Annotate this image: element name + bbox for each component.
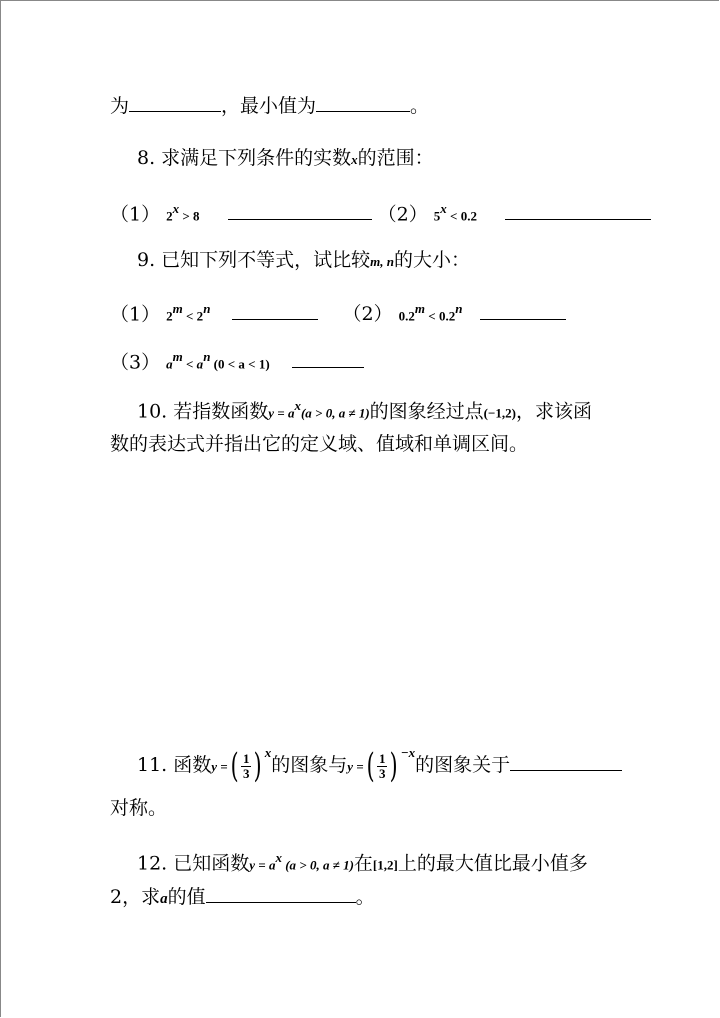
q9-part-3 — [110, 344, 364, 377]
math-exp: x — [264, 745, 272, 760]
part-label: （3） — [110, 351, 161, 374]
paren: ( — [230, 746, 239, 786]
answer-blank[interactable] — [206, 884, 356, 903]
paren: ( — [366, 746, 375, 786]
text: 对称。 — [110, 797, 168, 819]
math-exp: m — [414, 301, 426, 316]
math: 5 — [433, 208, 441, 224]
text: 12. 已知函数 — [137, 852, 250, 875]
fraction — [377, 752, 388, 781]
math: (a > 0, a ≠ 1) — [281, 857, 354, 873]
answer-blank[interactable] — [316, 93, 410, 112]
q11-line-2 — [110, 795, 167, 821]
math: (a > 0, a ≠ 1) — [300, 405, 370, 421]
part-label: （1） — [110, 203, 161, 226]
q8-parts — [110, 196, 651, 229]
math-exp: n — [203, 301, 211, 316]
math-exp: x — [294, 398, 301, 413]
paren: ) — [390, 746, 399, 786]
text: 为 — [110, 95, 130, 117]
math-exp: m — [172, 349, 183, 364]
q12-line-2 — [110, 884, 375, 912]
answer-blank[interactable] — [480, 301, 566, 320]
math-exp: n — [203, 349, 211, 364]
answer-blank[interactable] — [510, 752, 622, 771]
math: < 2 — [182, 308, 204, 324]
q9-title — [137, 247, 470, 275]
text: 8. 求满足下列条件的实数 — [137, 147, 352, 169]
math-exp: x — [440, 201, 447, 216]
q10-line-2 — [110, 431, 528, 457]
math-var: a — [160, 891, 168, 907]
numerator: 1 — [378, 750, 386, 766]
text: 11. 函数 — [137, 754, 212, 776]
part-label: （2） — [342, 303, 393, 326]
math-exp: n — [455, 301, 463, 316]
math: < 0.2 — [425, 308, 456, 324]
math-vars: m, n — [370, 254, 395, 269]
math: 2 — [166, 208, 173, 224]
line-1 — [110, 93, 429, 119]
math: a — [166, 356, 173, 372]
q11-line-1 — [137, 733, 622, 787]
denominator: 3 — [242, 765, 250, 781]
text: 上的最大值比最小值多 — [397, 852, 588, 875]
text: 10. 若指数函数 — [137, 400, 269, 423]
math-exp: x — [172, 201, 180, 216]
math-var: x — [351, 152, 358, 167]
q12-line-1 — [137, 845, 588, 878]
text: 的图象经过点 — [369, 400, 484, 423]
math-exp: −x — [400, 745, 416, 760]
paren: ) — [254, 746, 263, 786]
math: y = a — [268, 405, 295, 421]
part-label: （2） — [377, 203, 428, 226]
math: y = — [347, 759, 364, 774]
text: 的值 — [167, 886, 206, 908]
text: 的大小： — [394, 249, 471, 271]
math: y = a — [249, 857, 276, 873]
answer-blank[interactable] — [228, 201, 372, 220]
math: (0 < a < 1) — [210, 356, 270, 372]
numerator: 1 — [242, 750, 250, 766]
text: ，求该函 — [516, 400, 593, 423]
text: 的范围： — [357, 147, 434, 169]
text: 的图象关于 — [415, 754, 511, 776]
math: < a — [182, 356, 204, 372]
answer-blank[interactable] — [505, 201, 651, 220]
answer-blank[interactable] — [129, 93, 221, 112]
math: < 0.2 — [446, 208, 477, 224]
text: 在 — [353, 852, 373, 875]
text: ，最小值为 — [221, 95, 317, 117]
math: [1,2] — [372, 857, 398, 873]
q8-title — [137, 145, 434, 173]
q9-parts-1-2 — [110, 296, 566, 329]
part-label: （1） — [110, 303, 161, 326]
fraction — [241, 752, 252, 781]
text: 。 — [355, 886, 375, 908]
text: 数的表达式并指出它的定义域、值域和单调区间。 — [110, 433, 529, 455]
math-exp: m — [172, 301, 183, 316]
denominator: 3 — [378, 765, 386, 781]
math: > 8 — [179, 208, 200, 224]
text: 9. 已知下列不等式，试比较 — [137, 249, 371, 271]
text: 2，求 — [110, 886, 161, 908]
text: 的图象与 — [271, 754, 348, 776]
math: 2 — [166, 308, 173, 324]
q10-line-1 — [137, 393, 592, 426]
math: 0.2 — [398, 308, 415, 324]
math-exp: x — [275, 850, 282, 865]
text: 。 — [410, 95, 430, 117]
answer-blank[interactable] — [232, 301, 318, 320]
math: y = — [211, 759, 228, 774]
math: (−1,2) — [483, 405, 516, 421]
answer-blank[interactable] — [292, 349, 364, 368]
